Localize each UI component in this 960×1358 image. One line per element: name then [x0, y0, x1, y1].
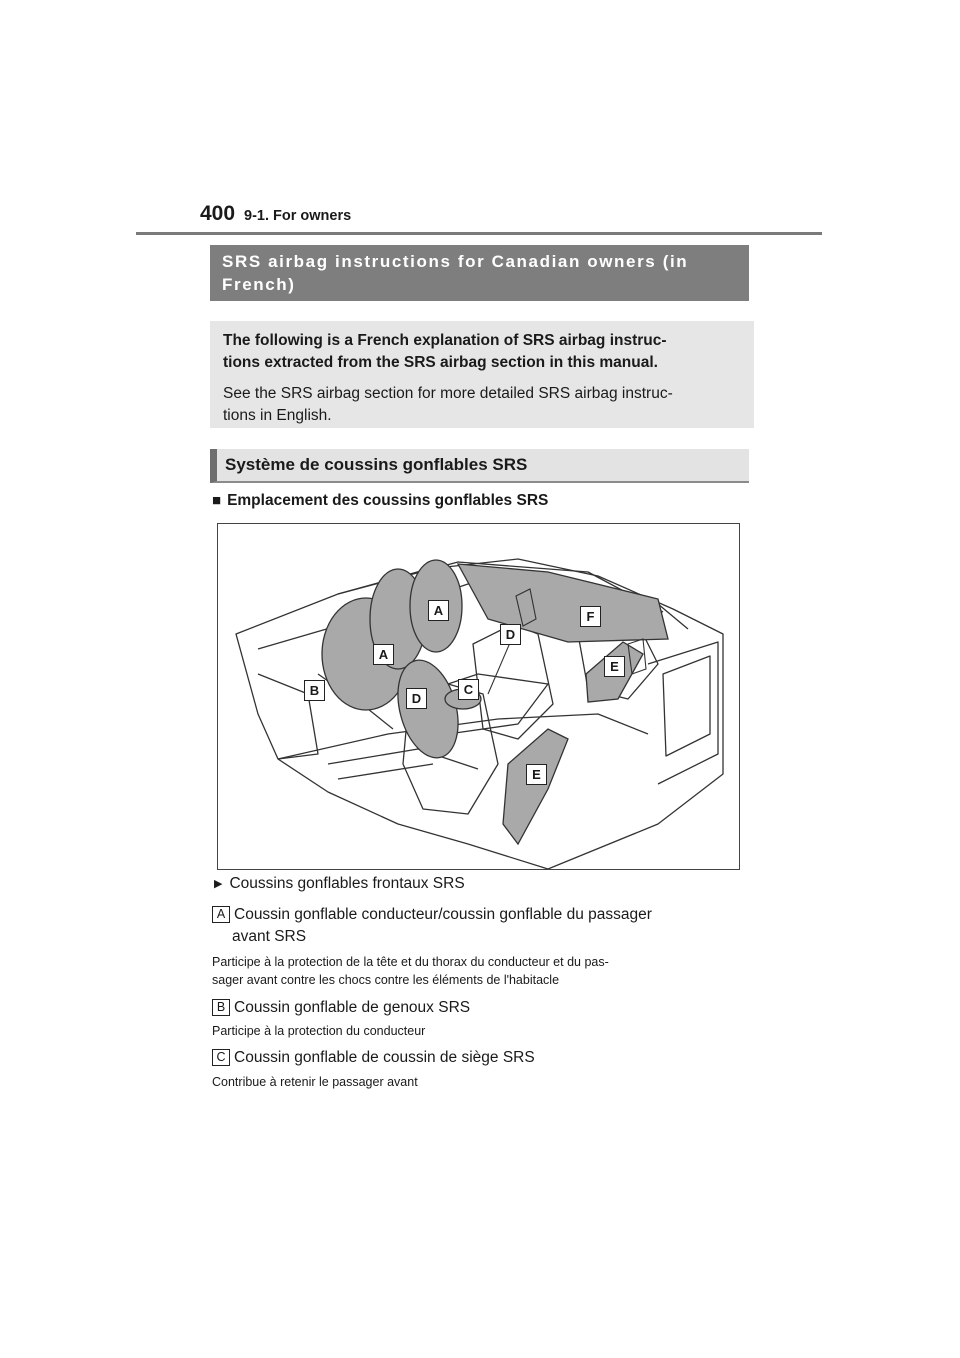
- triangle-bullet-icon: ▶: [214, 878, 223, 890]
- entry-A-title-line-2: avant SRS: [232, 928, 307, 945]
- door-trim: [663, 656, 710, 756]
- callout-D-upper: D: [500, 624, 521, 645]
- subheading: Système de coussins gonflables SRS: [210, 449, 749, 483]
- entry-A-desc-line-2: sager avant contre les chocs contre les éléments de l'habitacle: [212, 973, 560, 987]
- intro-text: [223, 383, 741, 427]
- curtain-airbag: [458, 564, 668, 642]
- callout-E-rear: E: [604, 656, 625, 677]
- callout-E-front: E: [526, 764, 547, 785]
- callout-C: C: [458, 679, 479, 700]
- entry-C-title-text: Coussin gonflable de coussin de siège SRS: [234, 1049, 535, 1066]
- airbag-figure: [217, 523, 740, 870]
- callout-D-lower: D: [406, 688, 427, 709]
- entry-A-title: [212, 904, 652, 948]
- intro-bold-line-1: The following is a French explanation of SRS airbag instruc-: [223, 332, 667, 349]
- callout-F: F: [580, 606, 601, 627]
- entry-A-title-line-1: Coussin gonflable conducteur/coussin gonflable du passager: [234, 906, 652, 923]
- front-side-airbag: [503, 729, 568, 844]
- intro-bold-text: [223, 330, 741, 374]
- tag-A: A: [212, 906, 230, 923]
- page-number: 400: [200, 202, 236, 225]
- callout-A-passenger: A: [428, 600, 449, 621]
- page-title: SRS airbag instructions for Canadian owners (in French): [210, 245, 749, 301]
- entry-A-desc-line-1: Participe à la protection de la tête et du thorax du conducteur et du pas-: [212, 955, 609, 969]
- intro-box: [210, 321, 754, 428]
- callout-B: B: [304, 680, 325, 701]
- right-door-panel: [648, 642, 718, 784]
- entry-B-title-text: Coussin gonflable de genoux SRS: [234, 999, 471, 1016]
- callout-A-driver: A: [373, 644, 394, 665]
- topic-heading: [212, 492, 548, 510]
- tag-B: B: [212, 999, 230, 1016]
- car-interior-illustration: [218, 524, 740, 870]
- entry-C-title: [212, 1047, 535, 1069]
- topic-heading-text: Emplacement des coussins gonflables SRS: [227, 492, 549, 509]
- square-bullet-icon: ■: [212, 492, 222, 509]
- intro-bold-line-2: tions extracted from the SRS airbag section in this manual.: [223, 354, 658, 371]
- list-item-frontal: [214, 875, 465, 893]
- entry-B-title: [212, 997, 470, 1019]
- tag-C: C: [212, 1049, 230, 1066]
- header-rule: [136, 232, 822, 235]
- entry-A-description: [212, 953, 732, 989]
- floor-line: [278, 714, 648, 759]
- section-header: 9-1. For owners: [244, 208, 352, 224]
- entry-C-description: Contribue à retenir le passager avant: [212, 1075, 418, 1089]
- entry-B-description: Participe à la protection du conducteur: [212, 1024, 426, 1038]
- list-item-text: Coussins gonflables frontaux SRS: [229, 875, 465, 892]
- intro-line-2: tions in English.: [223, 407, 332, 424]
- intro-line-1: See the SRS airbag section for more detailed SRS airbag instruc-: [223, 385, 673, 402]
